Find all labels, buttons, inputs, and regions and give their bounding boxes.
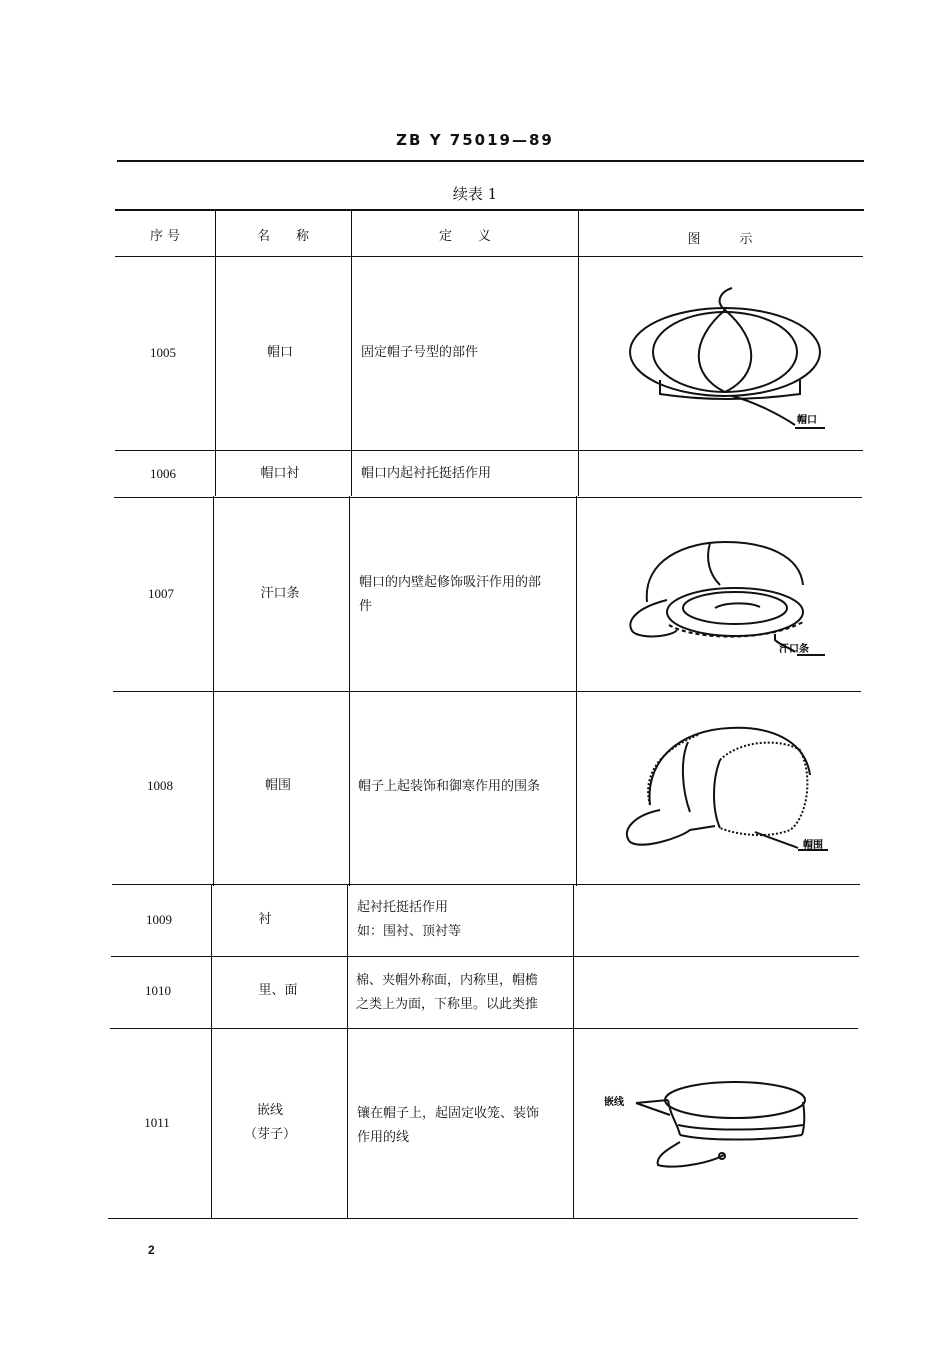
- column-divider: [347, 885, 348, 1218]
- row-definition-cont: 如：围衬、顶衬等: [357, 924, 462, 939]
- row-definition: 帽子上起装饰和御寒作用的围条: [358, 779, 541, 794]
- row-rule: [115, 450, 863, 451]
- row-definition: 棉、夹帽外称面，内称里，帽檐: [356, 973, 539, 988]
- row-number: 1006: [150, 466, 176, 481]
- table-top-rule: [115, 209, 864, 211]
- cap-piping-figure: [600, 1070, 815, 1180]
- figure-label-surround: 帽围: [803, 840, 823, 851]
- row-name: 帽口: [266, 345, 293, 360]
- row-name: 嵌线: [256, 1103, 283, 1118]
- row-number: 1011: [144, 1115, 170, 1130]
- cap-surround-figure: [620, 720, 850, 860]
- table-caption: 续表 1: [452, 185, 498, 203]
- standard-code: ZB Y 75019—89: [396, 131, 554, 149]
- column-divider: [573, 885, 574, 1218]
- row-name: 帽口衬: [260, 466, 300, 481]
- row-name-alt: （芽子）: [243, 1127, 296, 1142]
- row-rule: [112, 884, 860, 885]
- header-definition: 定 义: [438, 229, 491, 244]
- column-divider: [351, 209, 352, 496]
- row-definition: 帽口内起衬托挺括作用: [361, 466, 492, 481]
- row-number: 1009: [146, 912, 172, 927]
- row-definition: 起衬托挺括作用: [357, 900, 449, 915]
- row-name: 汗口条: [260, 586, 300, 601]
- row-definition-cont: 件: [359, 599, 373, 614]
- figure-label-piping: 嵌线: [604, 1097, 624, 1108]
- table-bottom-rule: [108, 1218, 858, 1219]
- column-divider: [576, 496, 577, 886]
- row-number: 1005: [150, 345, 176, 360]
- row-definition-cont: 作用的线: [357, 1130, 410, 1145]
- row-definition: 镶在帽子上，起固定收笼、装饰: [357, 1106, 540, 1121]
- figure-label-sweatband: 汗口条: [779, 644, 809, 655]
- header-figure: 图 示: [687, 232, 753, 247]
- row-rule: [114, 497, 862, 498]
- column-divider: [349, 496, 350, 886]
- column-divider: [211, 885, 212, 1218]
- row-definition: 帽口的内壁起修饰吸汗作用的部: [359, 575, 542, 590]
- row-number: 1008: [147, 778, 173, 793]
- page-number: 2: [148, 1243, 155, 1257]
- header-number: 序 号: [149, 229, 181, 244]
- row-number: 1010: [145, 983, 171, 998]
- row-name: 里、面: [258, 983, 298, 998]
- row-definition: 固定帽子号型的部件: [361, 345, 479, 360]
- cap-sweatband-figure: [625, 530, 850, 670]
- cap-headband-figure: [620, 280, 850, 440]
- top-rule: [117, 160, 864, 162]
- row-name: 帽围: [264, 778, 291, 793]
- figure-label-headband: 帽口: [797, 415, 817, 426]
- row-rule: [113, 691, 861, 692]
- header-name: 名 称: [256, 229, 309, 244]
- row-definition-cont: 之类上为面，下称里。以此类推: [356, 997, 539, 1012]
- column-divider: [213, 496, 214, 886]
- row-rule: [111, 956, 859, 957]
- row-rule: [110, 1028, 858, 1029]
- column-divider: [578, 209, 579, 496]
- row-number: 1007: [148, 586, 174, 601]
- row-name: 衬: [258, 912, 272, 927]
- header-bottom-rule: [115, 256, 863, 257]
